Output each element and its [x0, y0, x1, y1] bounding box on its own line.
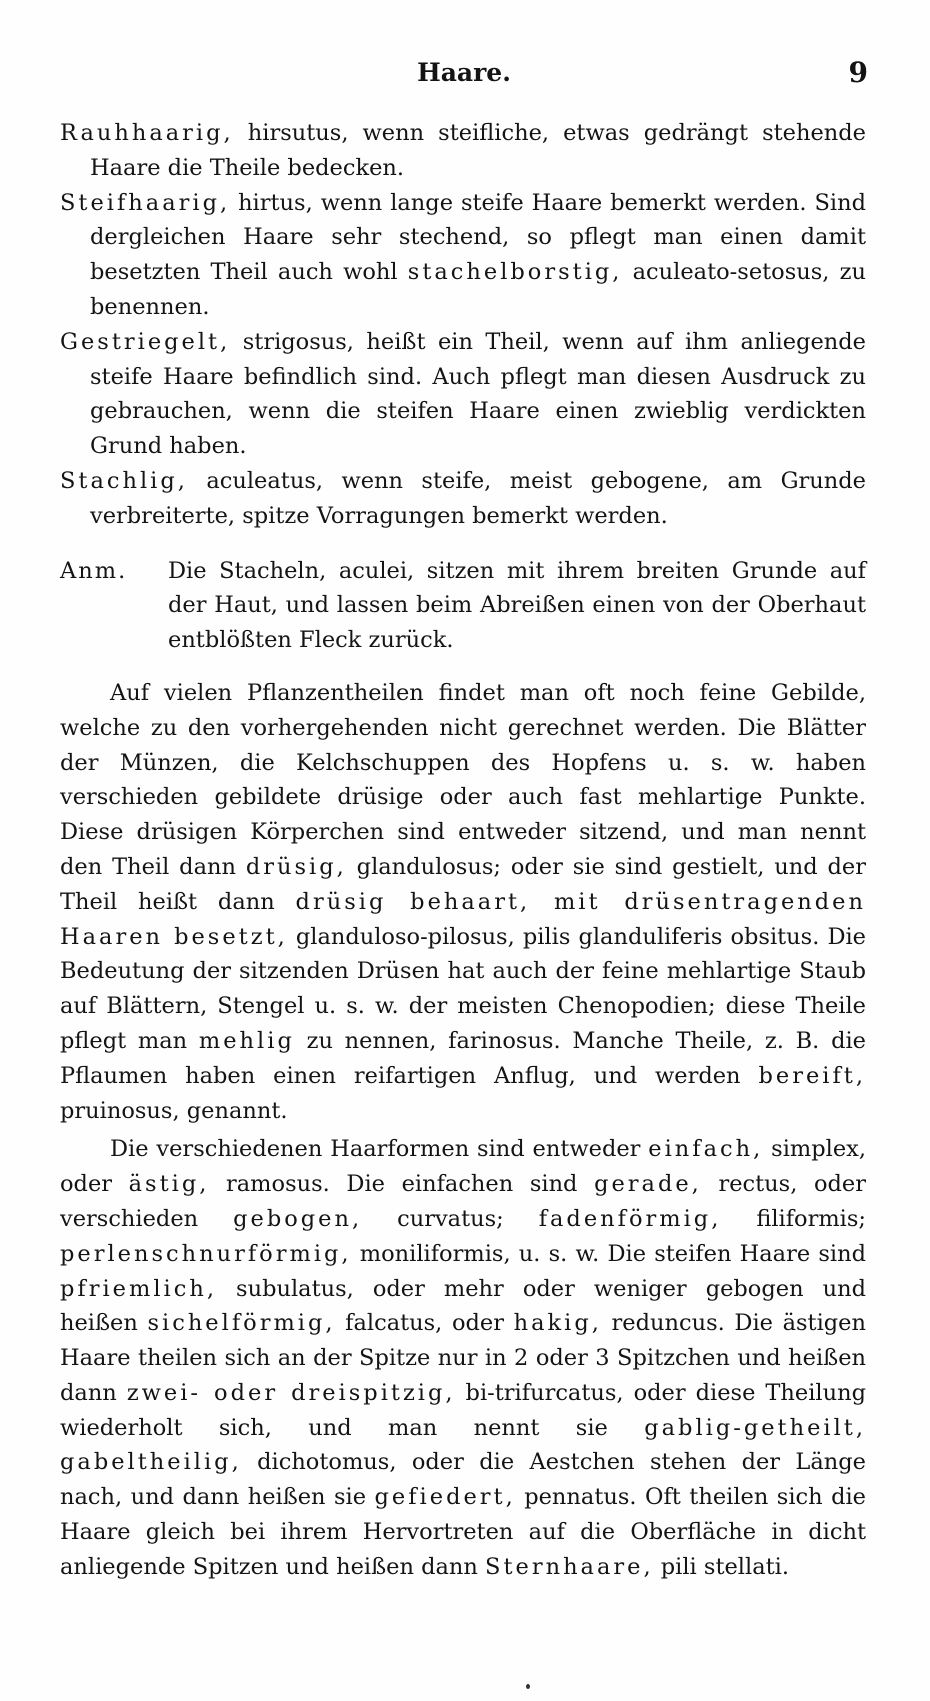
emphasized-term: drüsig,: [245, 853, 347, 880]
paragraph-text: pruinosus, genannt.: [60, 1097, 288, 1124]
ink-speck: [526, 1684, 530, 1689]
emphasized-term: gebogen,: [233, 1205, 363, 1232]
emphasized-term: mehlig: [198, 1027, 295, 1054]
page-number: 9: [848, 56, 868, 89]
paragraph-hair-forms: [60, 1132, 866, 1584]
page-header: [60, 52, 868, 92]
paragraph-text: pennatus. Oft theilen sich die Haare gleich bei ihrem Hervortreten auf die Oberfläche in dicht anliegende Spitzen und heißen dann: [60, 1484, 866, 1580]
paragraph-text: zu nennen, farinosus. Manche Theile, z. B. die Pflaumen haben einen reifartigen Anflug, und werden: [60, 1027, 866, 1089]
paragraph-text: curvatus;: [362, 1205, 539, 1232]
entry-definition: hirtus, wenn lange steife Haare bemerkt werden. Sind dergleichen Haare sehr stechend, so pflegt man einen damit besetzten Theil auch wohl: [90, 189, 866, 286]
definition-entry-stachlig: [60, 464, 866, 534]
paragraph-text: glandulosus; oder sie sind gestielt, und der Theil heißt dann: [60, 853, 867, 915]
paragraph-text: Die verschiedenen Haarformen sind entweder: [110, 1136, 649, 1163]
emphasized-term: Sternhaare,: [485, 1553, 654, 1580]
emphasized-term: zwei- oder dreispitzig,: [126, 1379, 456, 1406]
emphasized-term: gablig-getheilt, gabeltheilig,: [60, 1414, 866, 1476]
entry-definition: strigosus, heißt ein Theil, wenn auf ihm anliegende steife Haare befindlich sind. Auch pflegt man diesen Ausdruck zu gebrauchen, wenn die steifen Haare einen zwieblig verdickten Grund haben.: [90, 328, 866, 460]
running-title: Haare.: [417, 58, 511, 87]
definition-entry-gestriegelt: [60, 325, 866, 464]
paragraph-text: dichotomus, oder die Aestchen stehen der Länge nach, und dann heißen sie: [60, 1449, 866, 1511]
annotation-note: [60, 554, 866, 658]
entry-term: Rauhhaarig,: [60, 120, 234, 146]
paragraph-text: filiformis;: [721, 1205, 867, 1232]
emphasized-term: bereift,: [758, 1062, 866, 1089]
paragraph-text: moniliformis, u. s. w. Die steifen Haare sind: [351, 1240, 866, 1267]
emphasized-term: drüsig behaart, mit drüsentragenden Haaren besetzt,: [60, 888, 866, 950]
entry-definition-secondary: aculeato-setosus, zu benennen.: [90, 259, 866, 320]
definition-entry-rauhhaarig: [60, 116, 866, 186]
note-label: Anm.: [60, 557, 128, 584]
note-text: Die Stacheln, aculei, sitzen mit ihrem breiten Grunde auf der Haut, und lassen beim Abreißen einen von der Oberhaut entblößten Fleck zurück.: [168, 557, 866, 654]
paragraph-text: subulatus, oder mehr oder weniger gebogen und heißen: [60, 1275, 866, 1337]
emphasized-term: gerade,: [594, 1171, 702, 1198]
entry-term: Stachlig,: [60, 467, 188, 494]
emphasized-term: pfriemlich,: [60, 1275, 217, 1302]
paragraph-text: rectus, oder verschieden: [60, 1171, 866, 1232]
entry-term: Steifhaarig,: [60, 189, 231, 216]
paragraph-glandular-structures: [60, 676, 866, 1128]
paragraph-text: reduncus. Die ästigen Haare theilen sich an der Spitze nur in 2 oder 3 Spitzchen und heißen dann: [60, 1310, 866, 1406]
paragraph-text: simplex, oder: [60, 1136, 866, 1198]
definition-entry-steifhaarig: [60, 186, 866, 325]
entry-term: Gestriegelt,: [60, 328, 231, 355]
paragraph-text: bi-trifurcatus, oder diese Theilung wiederholt sich, und man nennt sie: [60, 1379, 866, 1441]
emphasized-term: perlenschnurförmig,: [60, 1240, 352, 1267]
paragraph-text: ramosus. Die einfachen sind: [209, 1171, 595, 1198]
paragraph-text: glanduloso-pilosus, pilis glanduliferis obsitus. Die Bedeutung der sitzenden Drüsen hat auch der feine mehlartige Staub auf Blättern, Stengel u. s. w. der meisten Chenopodien; diese Theile pflegt man: [60, 923, 866, 1054]
body-text: [60, 116, 866, 1585]
emphasized-term: ästig,: [128, 1171, 210, 1198]
paragraph-text: falcatus, oder: [335, 1310, 514, 1337]
emphasized-term: einfach,: [648, 1136, 764, 1163]
paragraph-text: Auf vielen Pflanzentheilen findet man oft noch feine Gebilde, welche zu den vorhergehenden nicht gerechnet werden. Die Blätter der Münzen, die Kelchschuppen des Hopfens u. s. w. haben verschieden gebildete drüsige oder auch fast mehlartige Punkte. Diese drüsigen Körperchen sind entweder sitzend, und man nennt den Theil dann: [60, 679, 866, 880]
paragraph-text: pili stellati.: [653, 1553, 790, 1580]
emphasized-term: sichelförmig,: [147, 1310, 336, 1337]
emphasized-term: hakig,: [513, 1310, 602, 1337]
entry-definition: aculeatus, wenn steife, meist gebogene, am Grunde verbreiterte, spitze Vorragungen bemerkt werden.: [90, 467, 866, 529]
emphasized-term: fadenförmig,: [538, 1205, 722, 1232]
entry-term-secondary: stachelborstig,: [407, 259, 623, 286]
emphasized-term: gefiedert,: [374, 1484, 516, 1511]
entry-definition: hirsutus, wenn steifliche, etwas gedrängt stehende Haare die Theile bedecken.: [90, 120, 866, 181]
